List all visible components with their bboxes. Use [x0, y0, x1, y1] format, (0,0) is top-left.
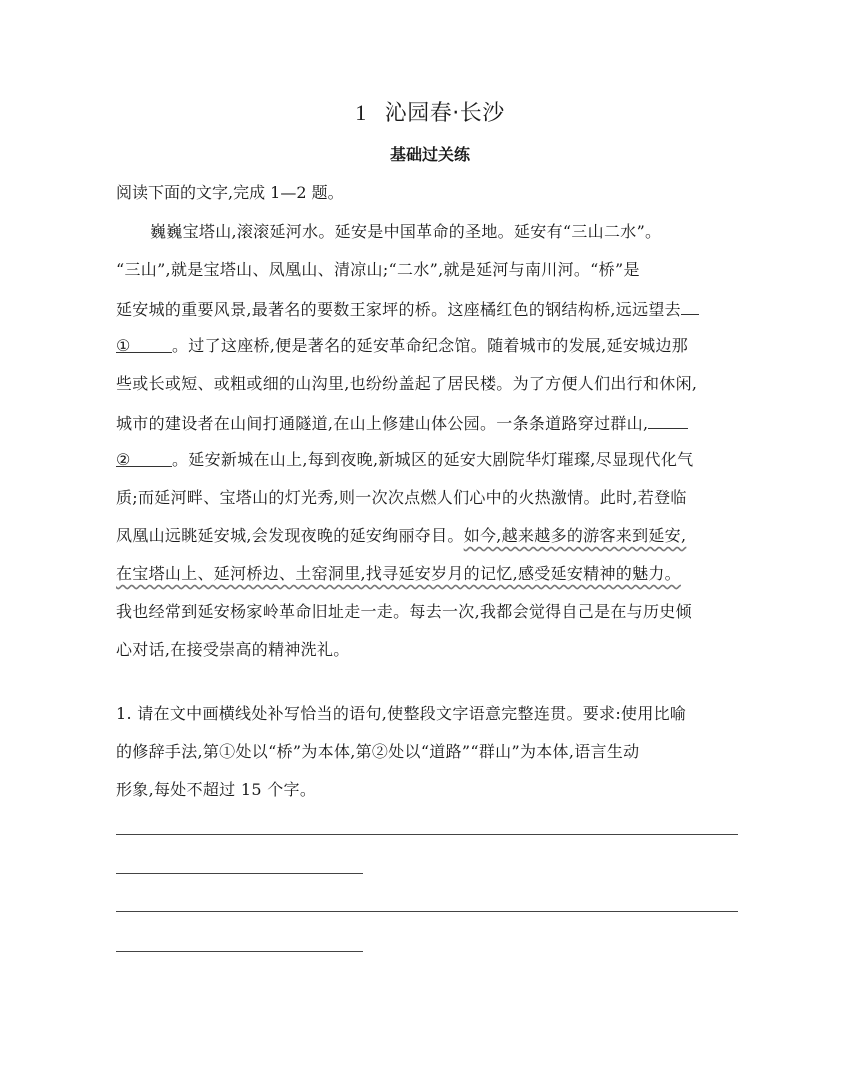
question-line: 的修辞手法,第①处以“桥”为本体,第②处以“道路”“群山”为本体,语言生动	[116, 742, 640, 761]
blank-2-start[interactable]	[648, 408, 688, 429]
passage-line: 质;而延河畔、宝塔山的灯光秀,则一次次点燃人们心中的火热激情。此时,若登临	[116, 488, 687, 507]
passage-line: 些或长或短、或粗或细的山沟里,也纷纷盖起了居民楼。为了方便人们出行和休闲,	[116, 374, 698, 393]
blank-2[interactable]	[116, 446, 172, 467]
answer-line[interactable]	[116, 834, 738, 835]
passage-line: 心对话,在接受崇高的精神洗礼。	[116, 640, 350, 659]
lesson-title: 沁园春·长沙	[384, 101, 505, 126]
question-1	[116, 700, 756, 814]
passage-text: 城市的建设者在山间打通隧道,在山上修建山体公园。一条条道路穿过群山,	[116, 414, 649, 433]
passage-line	[116, 408, 752, 446]
passage-text: 凤凰山远眺延安城,会发现夜晚的延安绚丽夺目。	[116, 526, 464, 545]
blank-2-marker: ②	[116, 450, 131, 469]
reading-passage	[116, 218, 752, 674]
passage-line: “三山”,就是宝塔山、凤凰山、清凉山;“二水”,就是延河与南川河。“桥”是	[116, 260, 640, 279]
passage-line	[116, 522, 752, 560]
question-line: 1. 请在文中画横线处补写恰当的语句,使整段文字语意完整连贯。要求:使用比喻	[116, 704, 687, 723]
passage-line	[116, 332, 752, 370]
answer-line[interactable]	[116, 873, 363, 874]
passage-line: 我也经常到延安杨家岭革命旧址走一走。每去一次,我都会觉得自己是在与历史倾	[116, 602, 692, 621]
blank-1-marker: ①	[116, 336, 131, 355]
passage-text: 。延安新城在山上,每到夜晚,新城区的延安大剧院华灯璀璨,尽显现代化气	[172, 450, 694, 469]
passage-text: 延安城的重要风景,最著名的要数王家坪的桥。这座橘红色的钢结构桥,远远望去	[116, 300, 681, 319]
blank-1[interactable]	[116, 332, 172, 353]
answer-line[interactable]	[116, 951, 363, 952]
passage-line	[116, 294, 752, 332]
lesson-number: 1	[355, 100, 367, 125]
section-subtitle: 基础过关练	[389, 145, 470, 164]
page-title	[0, 96, 860, 127]
passage-line: 巍巍宝塔山,滚滚延河水。延安是中国革命的圣地。延安有“三山二水”。	[150, 222, 662, 241]
passage-line	[116, 446, 752, 484]
reading-instruction: 阅读下面的文字,完成 1—2 题。	[116, 183, 344, 202]
passage-line	[116, 560, 752, 598]
wavy-underlined-sentence: 在宝塔山上、延河桥边、土窑洞里,找寻延安岁月的记忆,感受延安精神的魅力。	[116, 564, 681, 583]
blank-1-start[interactable]	[681, 294, 699, 315]
question-line: 形象,每处不超过 15 个字。	[116, 780, 317, 799]
passage-text: 。过了这座桥,便是著名的延安革命纪念馆。随着城市的发展,延安城边那	[172, 336, 689, 355]
wavy-underlined-sentence: 如今,越来越多的游客来到延安,	[463, 526, 687, 545]
answer-line[interactable]	[116, 911, 738, 912]
